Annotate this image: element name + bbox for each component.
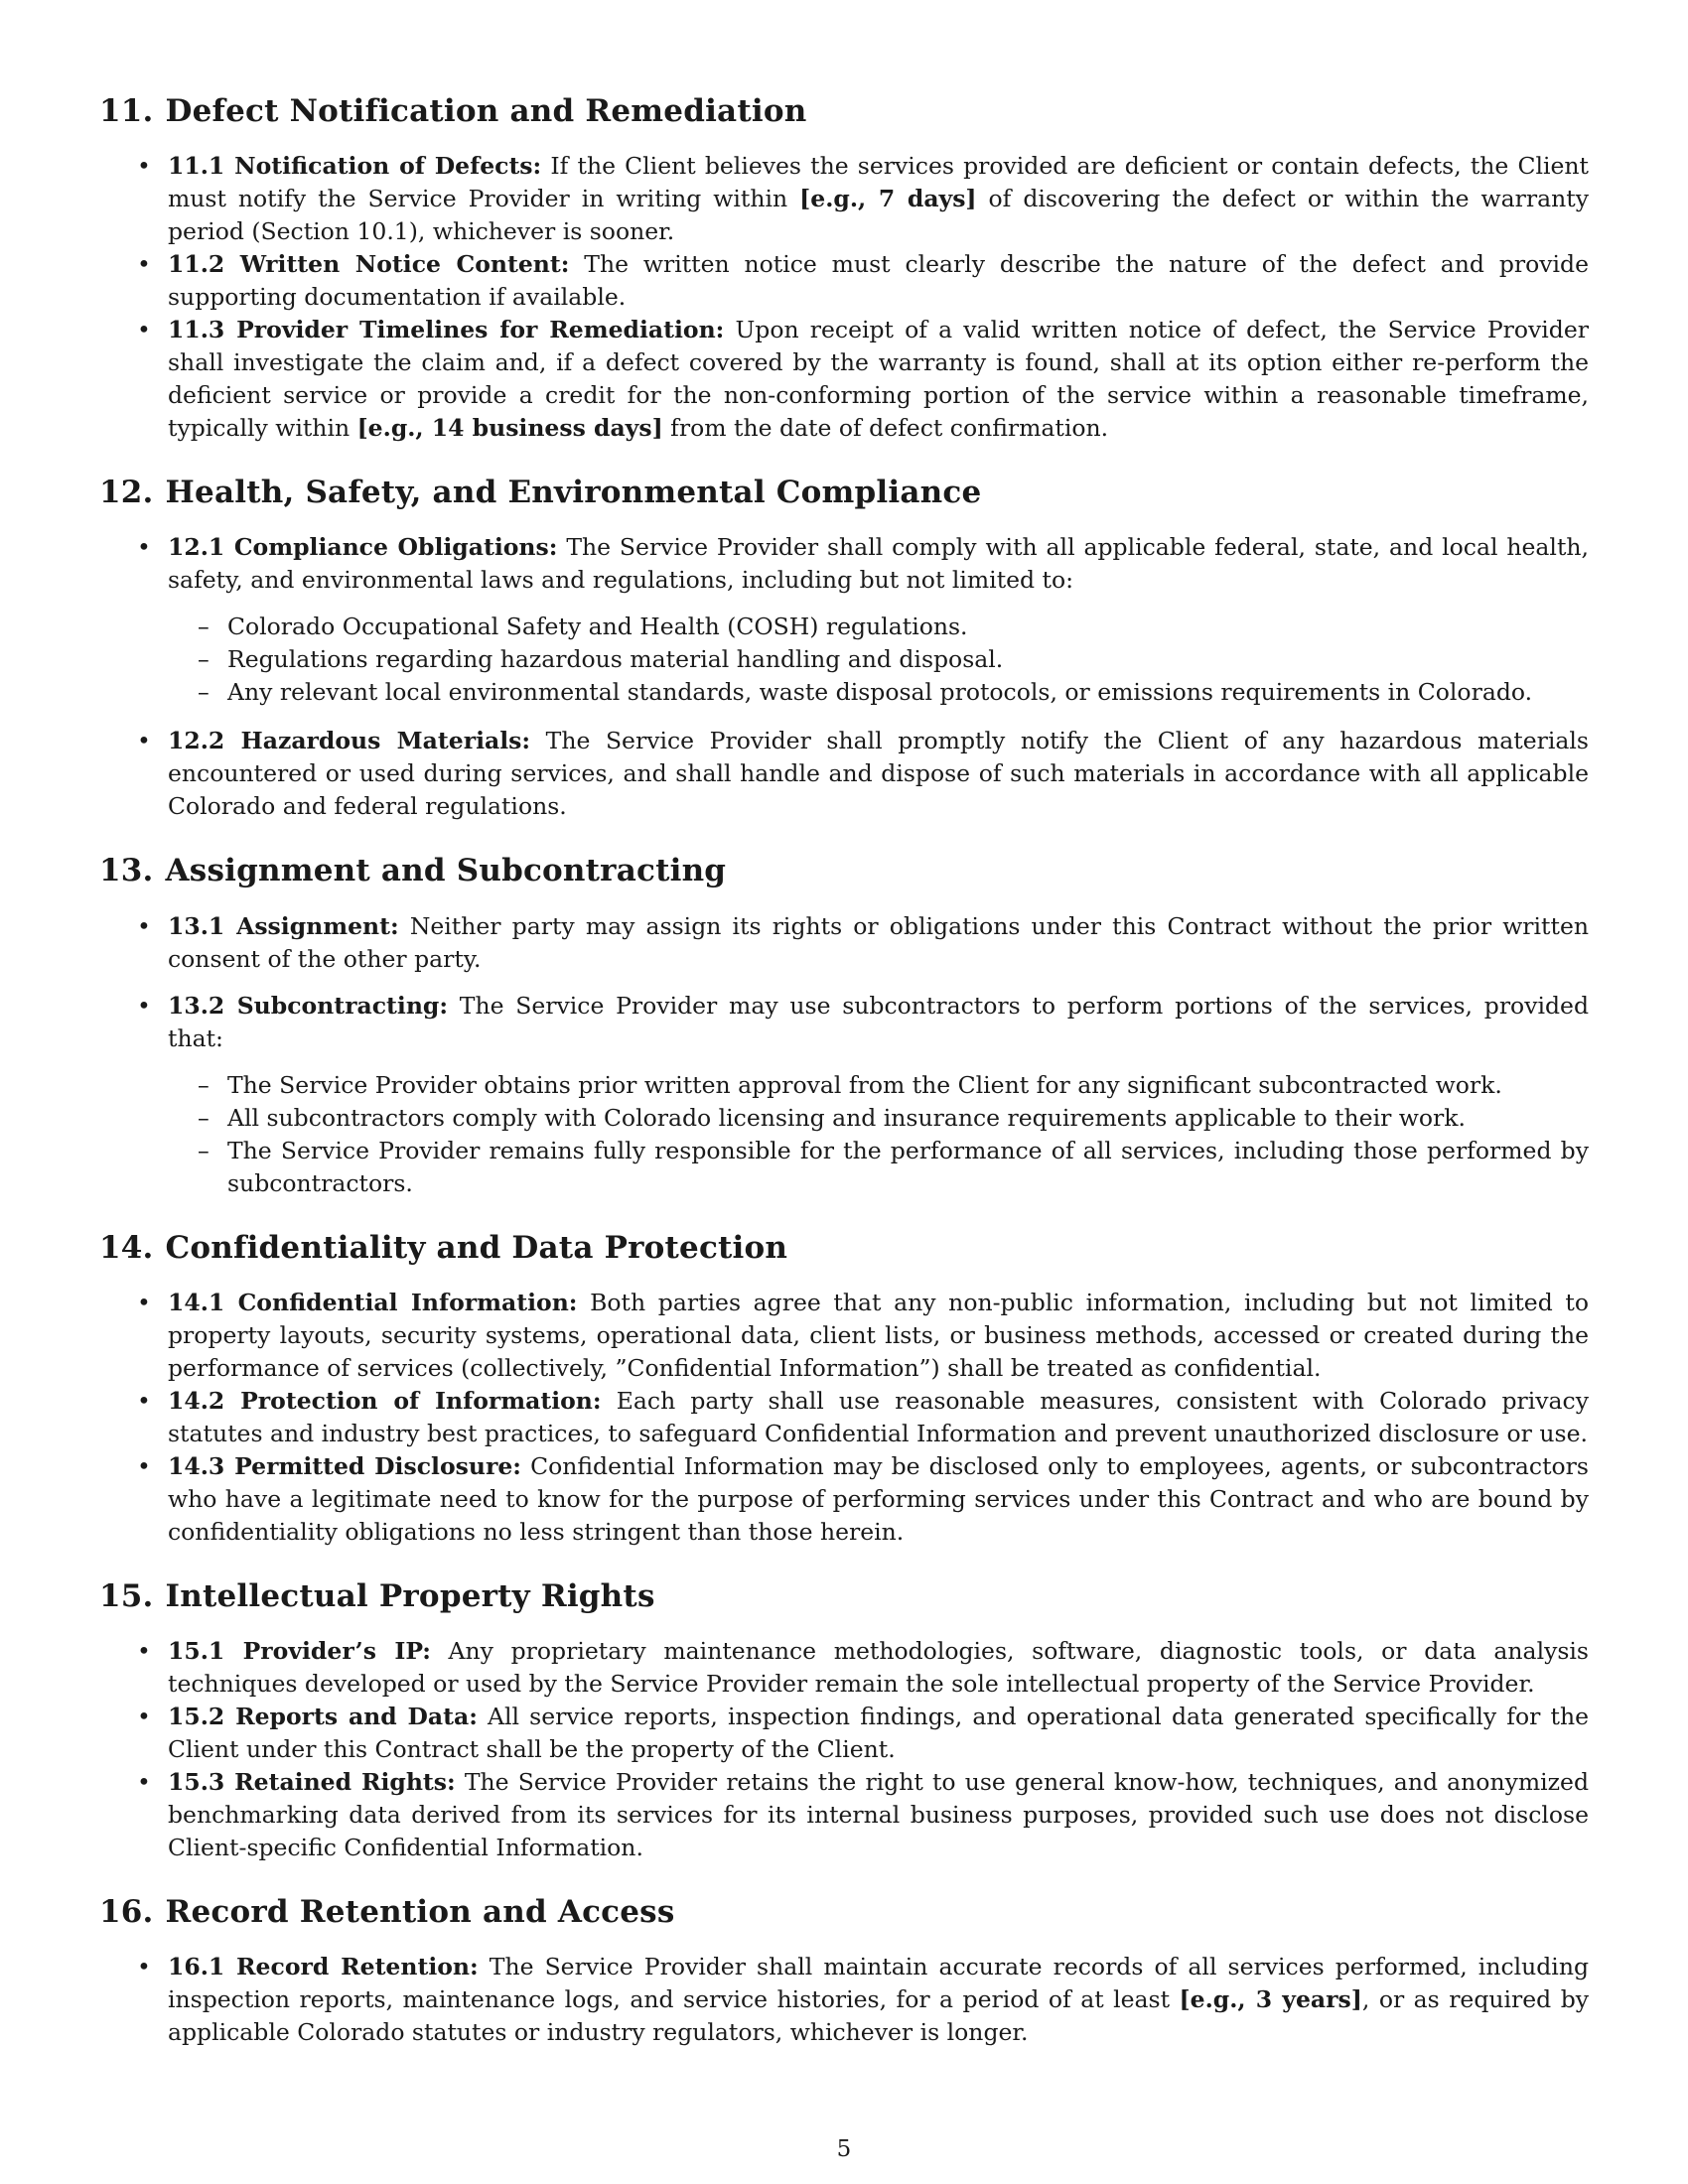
clause-label: 11.3 Provider Timelines for Remediation: (168, 316, 725, 344)
clause-label: 11.2 Written Notice Content: (168, 250, 570, 279)
clause-14-3: • 14.3 Permitted Disclosure: Confidential Information may be disclosed only to employees, agents, or subcontractors who have a legitimate need to know for the purpose of performing services under this Contract and who are bound by confidentiality obligations no less stringent than those herein. (137, 1451, 1589, 1546)
clause-label: 14.1 Confidential Information: (168, 1288, 578, 1316)
section-title: Assignment and Subcontracting (165, 853, 727, 889)
section-heading: 14. Confidentiality and Data Protection (99, 1229, 788, 1266)
clause-14-2: • 14.2 Protection of Information: Each party shall use reasonable measures, consistent with Colorado privacy statutes and industry best practices, to safeguard Confidential Information and prevent unauthorized disclosure or use. (137, 1386, 1589, 1447)
section-12 (99, 475, 1589, 823)
bullet: • (137, 1386, 151, 1415)
clause-11-1: • 11.1 Notification of Defects: If the Client believes the services provided are deficient or contain defects, the Client must notify the Service Provider in writing within [e.g., 7 days] of discovering the defect or within the warranty period (Section 10.1), whichever is sooner. (137, 152, 1589, 246)
placeholder-term: [e.g., 7 days] (799, 185, 977, 213)
section-13 (99, 853, 1589, 1199)
section-11 (99, 93, 1589, 445)
clause-15-2: • 15.2 Reports and Data: All service reports, inspection findings, and operational data generated specifically for the Client under this Contract shall be the property of the Client. (137, 1702, 1589, 1763)
clause-label: 14.2 Protection of Information: (168, 1386, 602, 1415)
section-title: Defect Notification and Remediation (165, 93, 807, 129)
section-15 (99, 1578, 1589, 1864)
clause-list (99, 1635, 1589, 1864)
clause-label: 14.3 Permitted Disclosure: (168, 1451, 521, 1480)
bullet: • (137, 1953, 151, 1981)
clause-label: 15.2 Reports and Data: (168, 1702, 478, 1730)
section-heading: 13. Assignment and Subcontracting (99, 853, 727, 889)
clause-15-3: • 15.3 Retained Rights: The Service Provider retains the right to use general know-how, techniques, and anonymized benchmarking data derived from its services for its internal business purposes, provided such use does not disclose Client-specific Confidential Information. (137, 1767, 1589, 1861)
bullet: • (137, 1767, 151, 1796)
sub-item: – Regulations regarding hazardous material handling and disposal. (198, 645, 1004, 674)
section-title: Intellectual Property Rights (165, 1577, 655, 1614)
clause-15-1: • 15.1 Provider’s IP: Any proprietary maintenance methodologies, software, diagnostic tools, or data analysis techniques developed or used by the Service Provider remain the sole intellectual property of the Service Provider. (137, 1636, 1589, 1698)
bullet: • (137, 533, 151, 562)
clause-label: 15.3 Retained Rights: (168, 1767, 456, 1796)
section-heading: 12. Health, Safety, and Environmental Compliance (99, 475, 982, 511)
sub-list (168, 611, 1589, 709)
bullet: • (137, 911, 151, 940)
section-16 (99, 1894, 1589, 2049)
bullet: • (137, 316, 151, 344)
clause-12-2: • 12.2 Hazardous Materials: The Service Provider shall promptly notify the Client of any hazardous materials encountered or used during services, and shall handle and dispose of such materials in accordance with all applicable Colorado and federal regulations. (137, 727, 1589, 821)
clause-label: 15.1 Provider’s IP: (168, 1636, 431, 1665)
clause-label: 12.1 Compliance Obligations: (168, 533, 558, 562)
clause-label: 11.1 Notification of Defects: (168, 152, 542, 181)
bullet: • (137, 250, 151, 279)
bullet: • (137, 1702, 151, 1730)
bullet: • (137, 152, 151, 181)
document-page (99, 93, 1589, 2079)
clause-label: 12.2 Hazardous Materials: (168, 727, 531, 755)
placeholder-term: [e.g., 3 years] (1179, 1985, 1362, 2014)
clause-list (99, 910, 1589, 1200)
clause-13-1: • 13.1 Assignment: Neither party may assign its rights or obligations under this Contract without the prior written consent of the other party. (137, 911, 1589, 973)
clause-label: 16.1 Record Retention: (168, 1953, 479, 1981)
bullet: • (137, 991, 151, 1020)
bullet: • (137, 727, 151, 755)
clause-11-3: • 11.3 Provider Timelines for Remediation: Upon receipt of a valid written notice of defect, the Service Provider shall investigate the claim and, if a defect covered by the warranty is found, shall at its option either re-perform the deficient service or provide a credit for the non-conforming portion of the service within a reasonable timeframe, typically within [e.g., 14 business days] from the date of defect confirmation. (137, 316, 1589, 443)
clause-list (99, 1951, 1589, 2049)
sub-list (168, 1069, 1589, 1200)
section-title: Confidentiality and Data Protection (165, 1229, 788, 1266)
sub-item: – All subcontractors comply with Colorado licensing and insurance requirements applicable to their work. (198, 1103, 1467, 1132)
clause-12-1: • 12.1 Compliance Obligations: The Service Provider shall comply with all applicable federal, state, and local health, safety, and environmental laws and regulations, including but not limited to: – Colorado Occupational Safety and Health (COSH) regulations. – Regulations regarding hazardous material handling and disposal. – Any relevant local environmental standards, waste disposal protocols, or emissions requirements in Colorado. (99, 531, 1589, 709)
section-title: Health, Safety, and Environmental Compliance (165, 475, 982, 511)
clause-14-1: • 14.1 Confidential Information: Both parties agree that any non-public information, including but not limited to property layouts, security systems, operational data, client lists, or business methods, accessed or created during the performance of services (collectively, ”Confidential Information”) shall be treated as confidential. (137, 1288, 1589, 1382)
page-number: 5 (836, 2136, 852, 2162)
clause-list (99, 531, 1589, 823)
section-14 (99, 1230, 1589, 1549)
bullet: • (137, 1636, 151, 1665)
clause-list (99, 150, 1589, 445)
bullet: • (137, 1451, 151, 1480)
sub-item: – Colorado Occupational Safety and Health (COSH) regulations. (198, 613, 968, 641)
clause-16-1: • 16.1 Record Retention: The Service Provider shall maintain accurate records of all services performed, including inspection reports, maintenance logs, and service histories, for a period of at least [e.g., 3 years], or as required by applicable Colorado statutes or industry regulators, whichever is longer. (137, 1953, 1590, 2047)
sub-item: – The Service Provider obtains prior written approval from the Client for any significant subcontracted work. (198, 1070, 1502, 1099)
clause-13-2: • 13.2 Subcontracting: The Service Provider may use subcontractors to perform portions of the services, provided that: – The Service Provider obtains prior written approval from the Client for any significant subcontracted work. – All subcontractors comply with Colorado licensing and insurance requirements applicable to their work. – The Service Provider remains fully responsible for the performance of all services, including those performed by subcontractors. (99, 990, 1589, 1200)
clause-label: 13.1 Assignment: (168, 911, 399, 940)
clause-label: 13.2 Subcontracting: (168, 991, 449, 1020)
sub-item: – The Service Provider remains fully responsible for the performance of all services, including those performed by subcontractors. (198, 1136, 1589, 1197)
section-heading: 16. Record Retention and Access (99, 1893, 675, 1930)
bullet: • (137, 1288, 151, 1316)
sub-item: – Any relevant local environmental standards, waste disposal protocols, or emissions requirements in Colorado. (198, 678, 1533, 707)
section-heading: 11. Defect Notification and Remediation (99, 93, 807, 129)
section-heading: 15. Intellectual Property Rights (99, 1577, 655, 1614)
clause-list (99, 1287, 1589, 1549)
clause-11-2: • 11.2 Written Notice Content: The written notice must clearly describe the nature of the defect and provide supporting documentation if available. (137, 250, 1589, 312)
placeholder-term: [e.g., 14 business days] (356, 414, 663, 443)
section-title: Record Retention and Access (165, 1893, 675, 1930)
